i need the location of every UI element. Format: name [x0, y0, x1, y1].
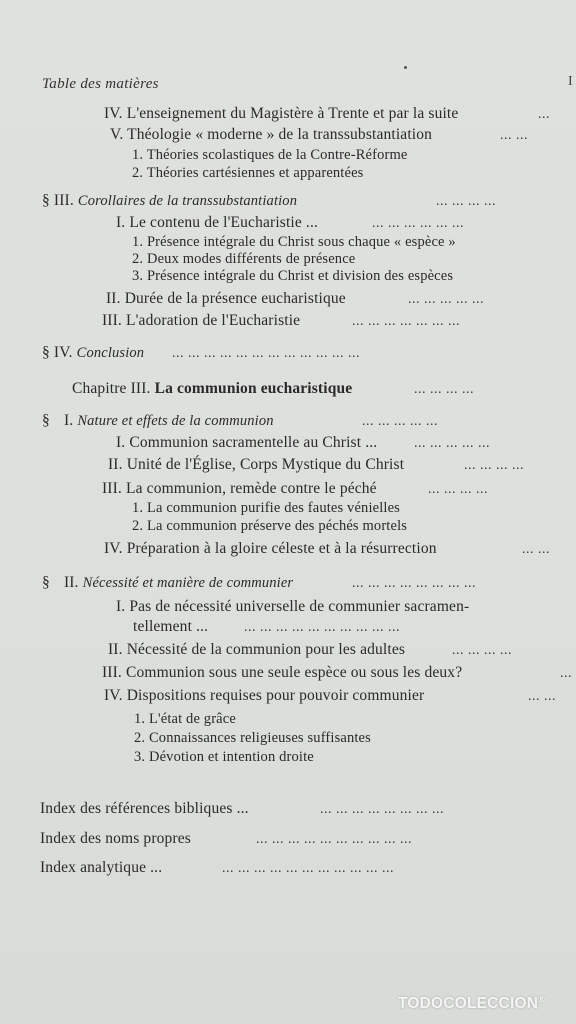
toc-entry — [102, 480, 377, 498]
chapter-title: La communion eucharistique — [154, 380, 353, 397]
entry-title: Connaissances religieuses suffisantes — [148, 730, 371, 746]
index-entry — [40, 800, 249, 818]
entry-title: tellement ... — [133, 618, 209, 635]
entry-title: Théories cartésiennes et apparentées — [146, 165, 364, 181]
dot-leader: ... ... ... ... ... ... ... ... ... ... — [244, 620, 400, 635]
dot-leader: ... ... — [528, 689, 556, 704]
toc-entry — [102, 664, 462, 682]
entry-number: 2. — [132, 165, 144, 181]
dot-leader: ... — [538, 107, 550, 122]
entry-number: 3. — [134, 749, 146, 765]
toc-entry — [116, 434, 377, 452]
dot-leader: ... ... ... ... ... ... ... ... ... ... ... ... — [172, 346, 360, 361]
section-title: Nature et effets de la communion — [77, 413, 274, 429]
section-title: Corollaires de la transsubstantiation — [77, 193, 298, 209]
entry-number: II. — [106, 290, 121, 307]
section-title: Nécessité et manière de communier — [82, 575, 294, 591]
entry-number: 1. — [134, 711, 146, 727]
toc-section — [42, 192, 297, 210]
toc-entry — [108, 456, 404, 474]
entry-title: Durée de la présence eucharistique — [124, 290, 346, 307]
dot-leader: ... ... ... ... — [464, 458, 524, 473]
toc-subentry — [134, 748, 314, 766]
toc-subentry — [132, 499, 400, 517]
section-number: II. — [63, 574, 79, 591]
entry-title: Présence intégrale du Christ sous chaque « espèce » — [146, 234, 456, 250]
dot-leader: ... ... ... ... ... — [362, 414, 438, 429]
entry-number: III. — [102, 312, 122, 329]
dot-leader: ... ... ... ... — [436, 194, 496, 209]
entry-title: Dévotion et intention droite — [148, 749, 314, 765]
entry-number: 2. — [134, 730, 146, 746]
dot-leader: ... ... — [500, 128, 528, 143]
dot-leader: ... ... ... ... ... ... ... ... — [352, 576, 476, 591]
entry-title: Le contenu de l'Eucharistie ... — [129, 214, 319, 231]
toc-subentry — [134, 729, 371, 747]
toc-entry-continuation — [133, 618, 208, 636]
toc-section — [42, 344, 144, 362]
dot-leader: ... ... ... ... — [452, 643, 512, 658]
entry-title: Théories scolastiques de la Contre-Réforme — [146, 147, 408, 163]
section-mark: § III. — [42, 192, 74, 209]
entry-number: IV. — [104, 105, 123, 122]
toc-subentry — [132, 146, 407, 164]
watermark-text: TODOCOLECCION — [398, 995, 539, 1013]
entry-number: III. — [102, 664, 122, 681]
dot-leader: ... ... ... ... ... ... — [372, 216, 464, 231]
entry-title: Communion sacramentelle au Christ ... — [129, 434, 378, 451]
watermark-logo — [398, 994, 545, 1013]
entry-number: II. — [108, 641, 123, 658]
toc-entry — [106, 290, 346, 308]
entry-title: Présence intégrale du Christ et division des espèces — [146, 268, 454, 284]
entry-number: I. — [116, 598, 126, 615]
dot-leader: ... ... ... ... ... ... ... — [352, 314, 460, 329]
entry-title: Index analytique ... — [40, 859, 163, 876]
entry-number: I. — [116, 214, 126, 231]
index-entry — [40, 859, 162, 877]
section-number: I. — [63, 412, 74, 429]
entry-title: La communion purifie des fautes vénielles — [146, 500, 400, 516]
toc-subentry — [132, 250, 355, 268]
entry-title: Deux modes différents de présence — [146, 251, 356, 267]
section-title: Conclusion — [76, 345, 145, 361]
dot-leader: ... ... ... ... — [414, 382, 474, 397]
entry-number: V. — [110, 126, 124, 143]
entry-title: Pas de nécessité universelle de communier sacramen- — [129, 598, 470, 615]
entry-number: III. — [102, 480, 122, 497]
dot-leader: ... ... ... ... ... — [414, 436, 490, 451]
toc-entry — [104, 540, 437, 558]
toc-entry — [116, 598, 469, 616]
page-edge-mark: I — [568, 74, 573, 89]
entry-title: Index des noms propres — [40, 830, 191, 847]
dot-leader: ... — [560, 666, 572, 681]
entry-number: 2. — [132, 251, 144, 267]
toc-subentry — [132, 233, 456, 251]
toc-subentry — [132, 267, 453, 285]
chapter-heading — [72, 380, 352, 398]
toc-entry — [110, 126, 432, 144]
dot-leader: ... ... ... ... ... ... ... ... — [320, 802, 444, 817]
registered-mark: ® — [538, 994, 545, 1004]
toc-entry — [116, 214, 318, 232]
ink-dot — [404, 66, 407, 69]
entry-title: Index des références bibliques ... — [40, 800, 249, 817]
toc-subentry — [132, 164, 363, 182]
entry-title: Préparation à la gloire céleste et à la résurrection — [126, 540, 437, 557]
toc-section — [42, 412, 274, 430]
entry-title: Unité de l'Église, Corps Mystique du Christ — [126, 456, 405, 473]
toc-entry — [104, 105, 458, 123]
dot-leader: ... ... — [522, 542, 550, 557]
entry-title: L'état de grâce — [148, 711, 236, 727]
entry-number: IV. — [104, 687, 123, 704]
entry-title: L'adoration de l'Eucharistie — [126, 312, 301, 329]
entry-title: La communion, remède contre le péché — [126, 480, 377, 497]
toc-entry — [104, 687, 424, 705]
entry-number: 1. — [132, 234, 144, 250]
dot-leader: ... ... ... ... ... ... ... ... ... ... ... — [222, 861, 394, 876]
entry-number: I. — [116, 434, 126, 451]
section-mark: § — [42, 574, 50, 591]
dot-leader: ... ... ... ... ... ... ... ... ... ... — [256, 832, 412, 847]
entry-number: 2. — [132, 518, 144, 534]
toc-entry — [102, 312, 300, 330]
dot-leader: ... ... ... ... — [428, 482, 488, 497]
section-mark: § IV. — [42, 344, 73, 361]
entry-title: Nécessité de la communion pour les adultes — [126, 641, 406, 658]
section-mark: § — [42, 412, 50, 429]
entry-title: Communion sous une seule espèce ou sous les deux? — [126, 664, 463, 681]
entry-title: Théologie « moderne » de la transsubstantiation — [127, 126, 433, 143]
entry-number: II. — [108, 456, 123, 473]
entry-number: IV. — [104, 540, 123, 557]
entry-title: L'enseignement du Magistère à Trente et par la suite — [126, 105, 459, 122]
entry-number: 1. — [132, 147, 144, 163]
entry-number: 1. — [132, 500, 144, 516]
index-entry — [40, 830, 191, 848]
toc-section — [42, 574, 293, 592]
entry-title: Dispositions requises pour pouvoir communier — [126, 687, 425, 704]
chapter-prefix: Chapitre III. — [72, 380, 151, 397]
page-heading: Table des matières — [42, 76, 159, 92]
toc-subentry — [134, 710, 236, 728]
entry-number: 3. — [132, 268, 144, 284]
entry-title: La communion préserve des péchés mortels — [146, 518, 408, 534]
dot-leader: ... ... ... ... ... — [408, 292, 484, 307]
toc-subentry — [132, 517, 407, 535]
toc-entry — [108, 641, 405, 659]
